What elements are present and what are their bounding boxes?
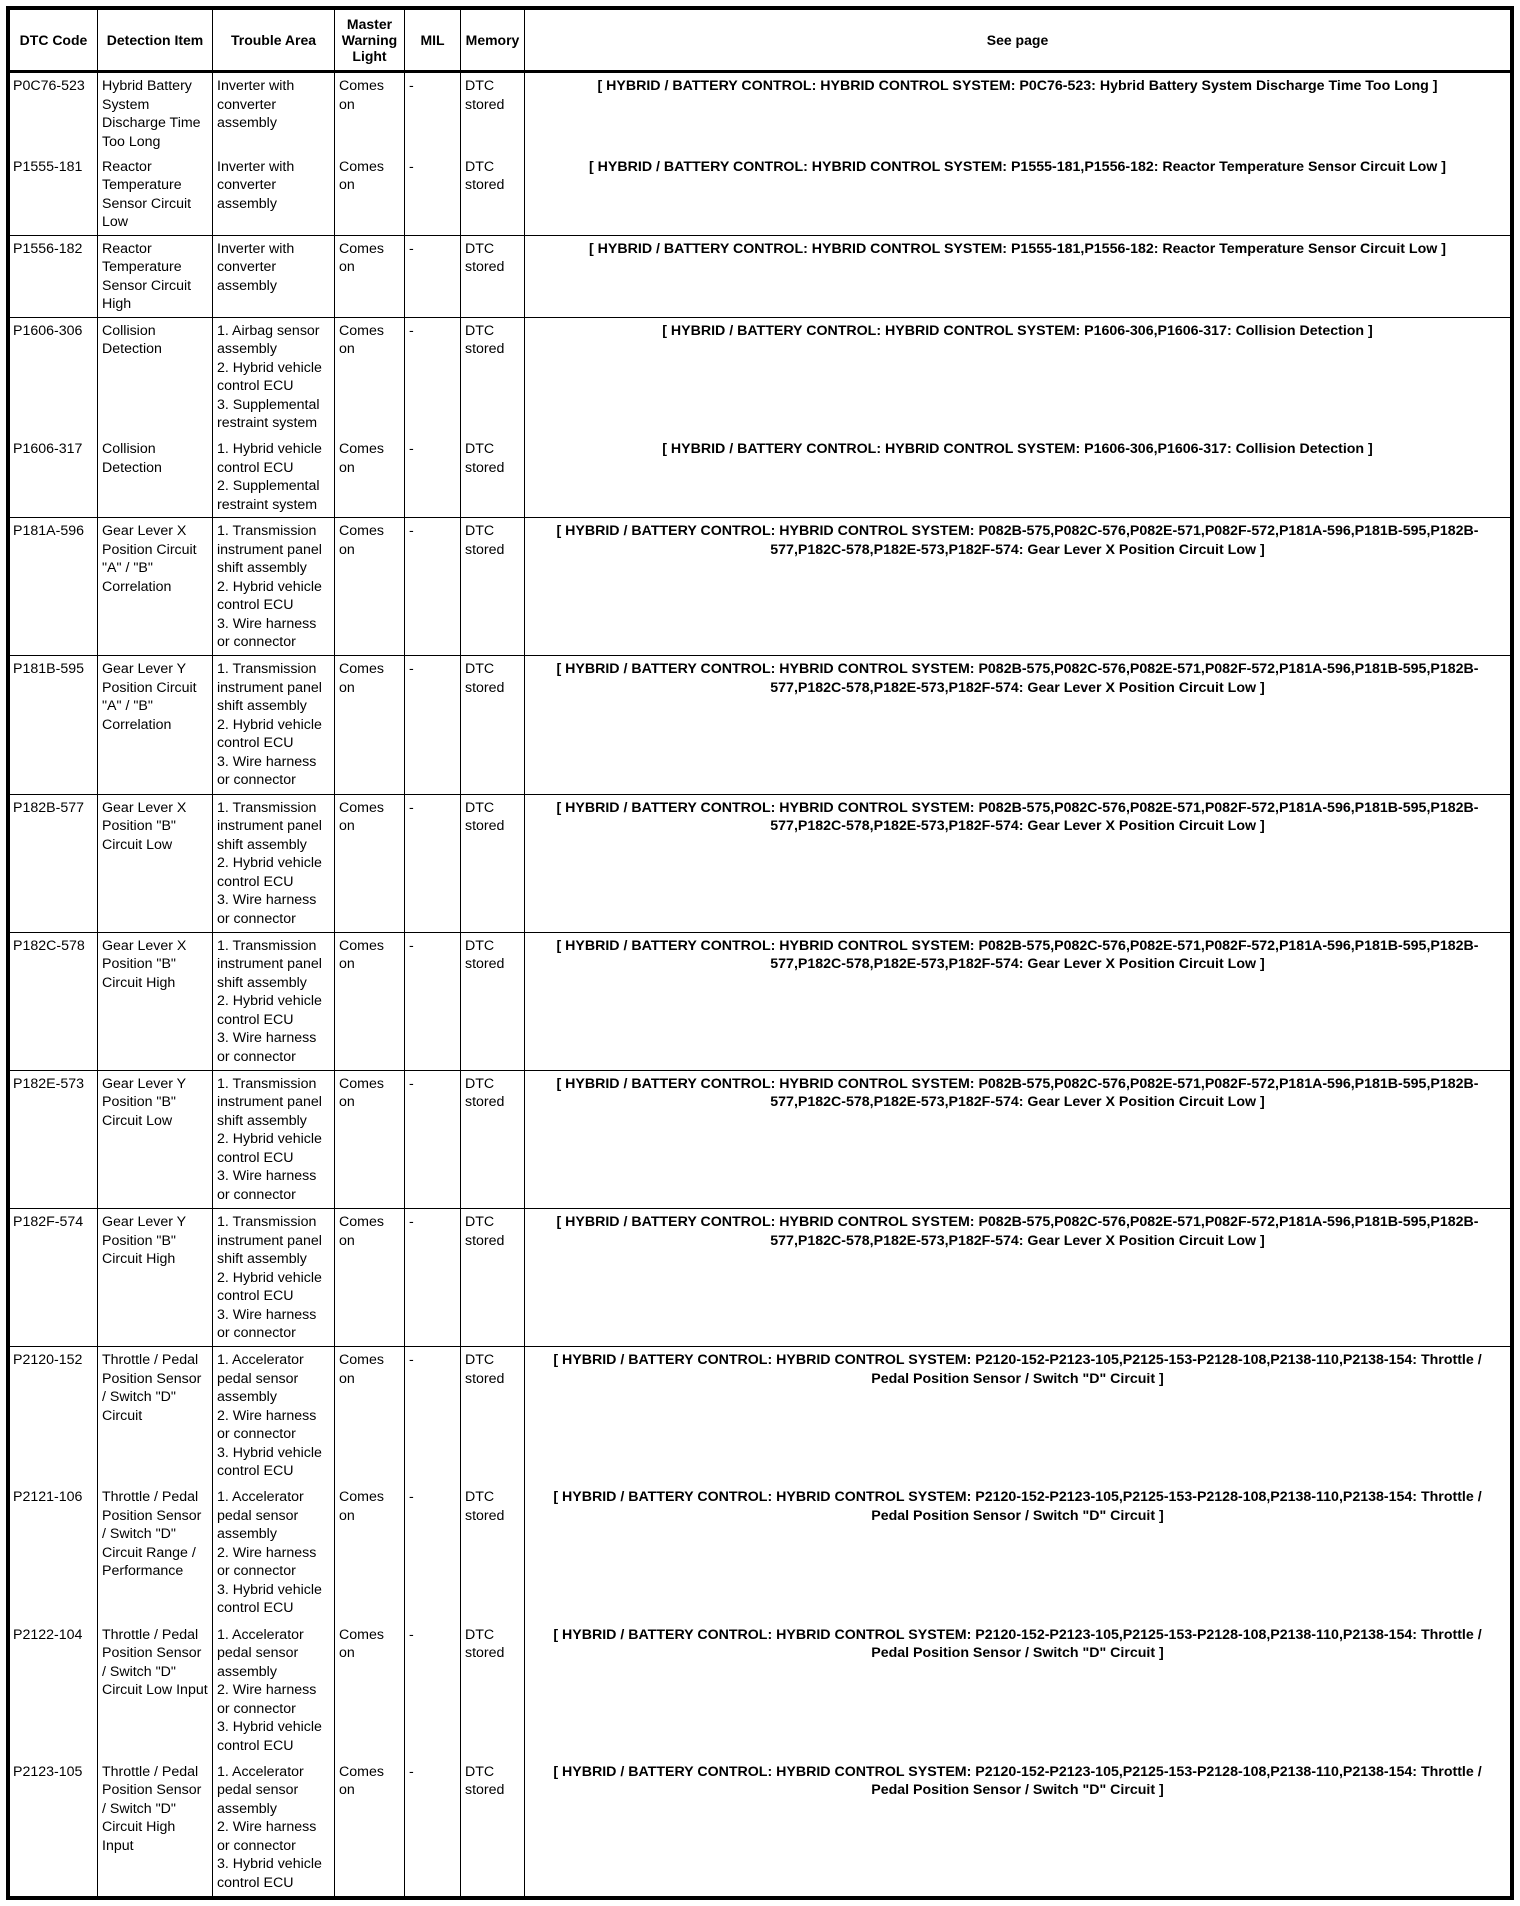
trouble-area-line: 1. Transmission instrument panel shift assembly (217, 523, 322, 577)
trouble-area-line: 1. Accelerator pedal sensor assembly (217, 1352, 304, 1406)
master-warning-light-cell: Comes on (335, 1622, 405, 1759)
master-warning-light-cell: Comes on (335, 932, 405, 1070)
detection-item-cell: Gear Lever Y Position Circuit "A" / "B" Correlation (98, 656, 213, 794)
dtc-code-cell: P182E-573 (10, 1070, 98, 1208)
trouble-area-line: 2. Hybrid vehicle control ECU (217, 1269, 322, 1305)
table-row (10, 72, 1511, 154)
memory-cell: DTC stored (461, 235, 525, 317)
trouble-area-cell (213, 317, 335, 436)
trouble-area-line: 2. Wire harness or connector (217, 1544, 317, 1580)
master-warning-light-cell: Comes on (335, 436, 405, 517)
trouble-area-line: 2. Hybrid vehicle control ECU (217, 716, 322, 752)
master-warning-light-cell: Comes on (335, 518, 405, 656)
trouble-area-line: 1. Airbag sensor assembly (217, 322, 320, 358)
detection-item-cell: Throttle / Pedal Position Sensor / Switch "D" Circuit Range / Performance (98, 1484, 213, 1621)
memory-cell: DTC stored (461, 1484, 525, 1621)
trouble-area-cell (213, 1484, 335, 1621)
trouble-area-line: 3. Hybrid vehicle control ECU (217, 1856, 322, 1891)
table-row (10, 518, 1511, 656)
master-warning-light-cell: Comes on (335, 656, 405, 794)
detection-item-cell: Throttle / Pedal Position Sensor / Switch "D" Circuit High Input (98, 1759, 213, 1897)
dtc-code-cell: P2121-106 (10, 1484, 98, 1621)
trouble-area-line: 3. Wire harness or connector (217, 753, 317, 789)
memory-cell: DTC stored (461, 1759, 525, 1897)
trouble-area-line: 1. Transmission instrument panel shift assembly (217, 799, 322, 853)
table-row (10, 794, 1511, 932)
detection-item-cell: Gear Lever X Position Circuit "A" / "B" Correlation (98, 518, 213, 656)
memory-cell: DTC stored (461, 932, 525, 1070)
detection-item-cell: Gear Lever Y Position "B" Circuit Low (98, 1070, 213, 1208)
dtc-code-cell: P1606-306 (10, 317, 98, 436)
trouble-area-cell (213, 1347, 335, 1485)
mil-cell: - (405, 1209, 461, 1347)
memory-cell: DTC stored (461, 518, 525, 656)
table-row (10, 1347, 1511, 1485)
master-warning-light-cell: Comes on (335, 794, 405, 932)
dtc-code-cell: P182F-574 (10, 1209, 98, 1347)
see-page-cell: [ HYBRID / BATTERY CONTROL: HYBRID CONTROL SYSTEM: P1555-181,P1556-182: Reactor Temperature Sensor Circuit Low ] (525, 154, 1511, 235)
trouble-area-line: 3. Wire harness or connector (217, 1030, 317, 1065)
detection-item-cell: Collision Detection (98, 317, 213, 436)
trouble-area-line: 3. Wire harness or connector (217, 1168, 317, 1203)
trouble-area-line: Inverter with converter assembly (217, 78, 295, 131)
header-row (10, 10, 1511, 72)
mil-cell: - (405, 1622, 461, 1759)
trouble-area-line: Inverter with converter assembly (217, 240, 295, 294)
table-row (10, 235, 1511, 317)
header-trouble-area: Trouble Area (213, 10, 335, 72)
detection-item-cell: Gear Lever X Position "B" Circuit Low (98, 794, 213, 932)
trouble-area-line: 2. Supplemental restraint system (217, 478, 320, 513)
master-warning-light-cell: Comes on (335, 235, 405, 317)
mil-cell: - (405, 1759, 461, 1897)
mil-cell: - (405, 932, 461, 1070)
mil-cell: - (405, 1484, 461, 1621)
trouble-area-line: 1. Transmission instrument panel shift assembly (217, 1214, 322, 1268)
detection-item-cell: Collision Detection (98, 436, 213, 517)
dtc-code-cell: P1606-317 (10, 436, 98, 517)
see-page-cell: [ HYBRID / BATTERY CONTROL: HYBRID CONTROL SYSTEM: P2120-152-P2123-105,P2125-153-P2128-108,P2138-110,P2138-154: Throttle / Pedal Position Sensor / Switch "D" Circuit ] (525, 1622, 1511, 1759)
header-detection-item: Detection Item (98, 10, 213, 72)
trouble-area-line: 2. Hybrid vehicle control ECU (217, 855, 322, 890)
mil-cell: - (405, 436, 461, 517)
document-page (6, 6, 1514, 1900)
master-warning-light-cell: Comes on (335, 72, 405, 154)
trouble-area-line: 1. Transmission instrument panel shift assembly (217, 661, 322, 715)
trouble-area-line: 1. Transmission instrument panel shift assembly (217, 937, 322, 991)
see-page-cell: [ HYBRID / BATTERY CONTROL: HYBRID CONTROL SYSTEM: P082B-575,P082C-576,P082E-571,P082F-572,P181A-596,P181B-595,P182B-577,P182C-578,P182E-573,P182F-574: Gear Lever X Position Circuit Low ] (525, 518, 1511, 656)
trouble-area-line: 1. Accelerator pedal sensor assembly (217, 1763, 304, 1817)
memory-cell: DTC stored (461, 656, 525, 794)
trouble-area-line: 3. Hybrid vehicle control ECU (217, 1444, 322, 1480)
table-row (10, 1070, 1511, 1208)
table-row (10, 1209, 1511, 1347)
see-page-cell: [ HYBRID / BATTERY CONTROL: HYBRID CONTROL SYSTEM: P2120-152-P2123-105,P2125-153-P2128-108,P2138-110,P2138-154: Throttle / Pedal Position Sensor / Switch "D" Circuit ] (525, 1759, 1511, 1897)
trouble-area-line: 2. Wire harness or connector (217, 1682, 317, 1717)
trouble-area-cell (213, 932, 335, 1070)
master-warning-light-cell: Comes on (335, 317, 405, 436)
mil-cell: - (405, 1347, 461, 1485)
see-page-cell: [ HYBRID / BATTERY CONTROL: HYBRID CONTROL SYSTEM: P082B-575,P082C-576,P082E-571,P082F-572,P181A-596,P181B-595,P182B-577,P182C-578,P182E-573,P182F-574: Gear Lever X Position Circuit Low ] (525, 932, 1511, 1070)
dtc-code-cell: P0C76-523 (10, 72, 98, 154)
dtc-code-cell: P2122-104 (10, 1622, 98, 1759)
trouble-area-line: 3. Wire harness or connector (217, 892, 317, 927)
trouble-area-cell (213, 794, 335, 932)
see-page-cell: [ HYBRID / BATTERY CONTROL: HYBRID CONTROL SYSTEM: P082B-575,P082C-576,P082E-571,P082F-572,P181A-596,P181B-595,P182B-577,P182C-578,P182E-573,P182F-574: Gear Lever X Position Circuit Low ] (525, 656, 1511, 794)
trouble-area-cell (213, 656, 335, 794)
see-page-cell: [ HYBRID / BATTERY CONTROL: HYBRID CONTROL SYSTEM: P1606-306,P1606-317: Collision Detection ] (525, 436, 1511, 517)
master-warning-light-cell: Comes on (335, 1209, 405, 1347)
header-memory: Memory (461, 10, 525, 72)
trouble-area-line: 3. Wire harness or connector (217, 615, 317, 651)
header-dtc-code: DTC Code (10, 10, 98, 72)
memory-cell: DTC stored (461, 1347, 525, 1485)
detection-item-cell: Reactor Temperature Sensor Circuit Low (98, 154, 213, 235)
see-page-cell: [ HYBRID / BATTERY CONTROL: HYBRID CONTROL SYSTEM: P1606-306,P1606-317: Collision Detection ] (525, 317, 1511, 436)
table-row (10, 317, 1511, 436)
memory-cell: DTC stored (461, 72, 525, 154)
see-page-cell: [ HYBRID / BATTERY CONTROL: HYBRID CONTROL SYSTEM: P082B-575,P082C-576,P082E-571,P082F-572,P181A-596,P181B-595,P182B-577,P182C-578,P182E-573,P182F-574: Gear Lever X Position Circuit Low ] (525, 1070, 1511, 1208)
table-row (10, 1484, 1511, 1621)
trouble-area-cell (213, 436, 335, 517)
header-see-page: See page (525, 10, 1511, 72)
mil-cell: - (405, 235, 461, 317)
trouble-area-line: 3. Wire harness or connector (217, 1306, 317, 1342)
memory-cell: DTC stored (461, 436, 525, 517)
trouble-area-cell (213, 1622, 335, 1759)
detection-item-cell: Gear Lever X Position "B" Circuit High (98, 932, 213, 1070)
see-page-cell: [ HYBRID / BATTERY CONTROL: HYBRID CONTROL SYSTEM: P1555-181,P1556-182: Reactor Temperature Sensor Circuit Low ] (525, 235, 1511, 317)
dtc-code-cell: P181B-595 (10, 656, 98, 794)
dtc-code-cell: P182C-578 (10, 932, 98, 1070)
see-page-cell: [ HYBRID / BATTERY CONTROL: HYBRID CONTROL SYSTEM: P082B-575,P082C-576,P082E-571,P082F-572,P181A-596,P181B-595,P182B-577,P182C-578,P182E-573,P182F-574: Gear Lever X Position Circuit Low ] (525, 794, 1511, 932)
trouble-area-cell (213, 518, 335, 656)
trouble-area-line: 1. Accelerator pedal sensor assembly (217, 1626, 304, 1680)
mil-cell: - (405, 794, 461, 932)
dtc-code-cell: P181A-596 (10, 518, 98, 656)
dtc-code-cell: P2123-105 (10, 1759, 98, 1897)
trouble-area-cell (213, 235, 335, 317)
master-warning-light-cell: Comes on (335, 154, 405, 235)
detection-item-cell: Gear Lever Y Position "B" Circuit High (98, 1209, 213, 1347)
see-page-cell: [ HYBRID / BATTERY CONTROL: HYBRID CONTROL SYSTEM: P082B-575,P082C-576,P082E-571,P082F-572,P181A-596,P181B-595,P182B-577,P182C-578,P182E-573,P182F-574: Gear Lever X Position Circuit Low ] (525, 1209, 1511, 1347)
trouble-area-line: Inverter with converter assembly (217, 158, 295, 212)
table-row (10, 436, 1511, 517)
memory-cell: DTC stored (461, 154, 525, 235)
detection-item-cell: Throttle / Pedal Position Sensor / Switch "D" Circuit Low Input (98, 1622, 213, 1759)
detection-item-cell: Hybrid Battery System Discharge Time Too Long (98, 72, 213, 154)
table-row (10, 656, 1511, 794)
memory-cell: DTC stored (461, 1070, 525, 1208)
detection-item-cell: Throttle / Pedal Position Sensor / Switch "D" Circuit (98, 1347, 213, 1485)
dtc-code-cell: P1556-182 (10, 235, 98, 317)
trouble-area-line: 1. Transmission instrument panel shift assembly (217, 1075, 322, 1129)
trouble-area-line: 3. Hybrid vehicle control ECU (217, 1581, 322, 1617)
master-warning-light-cell: Comes on (335, 1070, 405, 1208)
memory-cell: DTC stored (461, 1622, 525, 1759)
trouble-area-line: 2. Hybrid vehicle control ECU (217, 359, 322, 395)
dtc-table (9, 9, 1511, 1897)
see-page-cell: [ HYBRID / BATTERY CONTROL: HYBRID CONTROL SYSTEM: P2120-152-P2123-105,P2125-153-P2128-108,P2138-110,P2138-154: Throttle / Pedal Position Sensor / Switch "D" Circuit ] (525, 1347, 1511, 1485)
trouble-area-line: 2. Hybrid vehicle control ECU (217, 578, 322, 614)
see-page-cell: [ HYBRID / BATTERY CONTROL: HYBRID CONTROL SYSTEM: P2120-152-P2123-105,P2125-153-P2128-108,P2138-110,P2138-154: Throttle / Pedal Position Sensor / Switch "D" Circuit ] (525, 1484, 1511, 1621)
trouble-area-cell (213, 72, 335, 154)
table-row (10, 1759, 1511, 1897)
trouble-area-line: 3. Supplemental restraint system (217, 396, 320, 432)
table-row (10, 154, 1511, 235)
trouble-area-cell (213, 154, 335, 235)
trouble-area-line: 2. Hybrid vehicle control ECU (217, 993, 322, 1028)
memory-cell: DTC stored (461, 794, 525, 932)
header-master-warning-light: Master Warning Light (335, 10, 405, 72)
dtc-code-cell: P1555-181 (10, 154, 98, 235)
dtc-code-cell: P2120-152 (10, 1347, 98, 1485)
table-row (10, 1622, 1511, 1759)
trouble-area-line: 3. Hybrid vehicle control ECU (217, 1719, 322, 1754)
memory-cell: DTC stored (461, 317, 525, 436)
trouble-area-line: 1. Accelerator pedal sensor assembly (217, 1489, 304, 1543)
mil-cell: - (405, 317, 461, 436)
see-page-cell: [ HYBRID / BATTERY CONTROL: HYBRID CONTROL SYSTEM: P0C76-523: Hybrid Battery System Discharge Time Too Long ] (525, 72, 1511, 154)
header-mil: MIL (405, 10, 461, 72)
master-warning-light-cell: Comes on (335, 1484, 405, 1621)
trouble-area-cell (213, 1209, 335, 1347)
mil-cell: - (405, 656, 461, 794)
mil-cell: - (405, 154, 461, 235)
mil-cell: - (405, 1070, 461, 1208)
memory-cell: DTC stored (461, 1209, 525, 1347)
trouble-area-cell (213, 1070, 335, 1208)
detection-item-cell: Reactor Temperature Sensor Circuit High (98, 235, 213, 317)
table-row (10, 932, 1511, 1070)
trouble-area-cell (213, 1759, 335, 1897)
trouble-area-line: 2. Wire harness or connector (217, 1407, 317, 1443)
mil-cell: - (405, 72, 461, 154)
dtc-code-cell: P182B-577 (10, 794, 98, 932)
trouble-area-line: 2. Wire harness or connector (217, 1819, 317, 1854)
master-warning-light-cell: Comes on (335, 1347, 405, 1485)
mil-cell: - (405, 518, 461, 656)
trouble-area-line: 2. Hybrid vehicle control ECU (217, 1131, 322, 1166)
master-warning-light-cell: Comes on (335, 1759, 405, 1897)
trouble-area-line: 1. Hybrid vehicle control ECU (217, 441, 322, 476)
